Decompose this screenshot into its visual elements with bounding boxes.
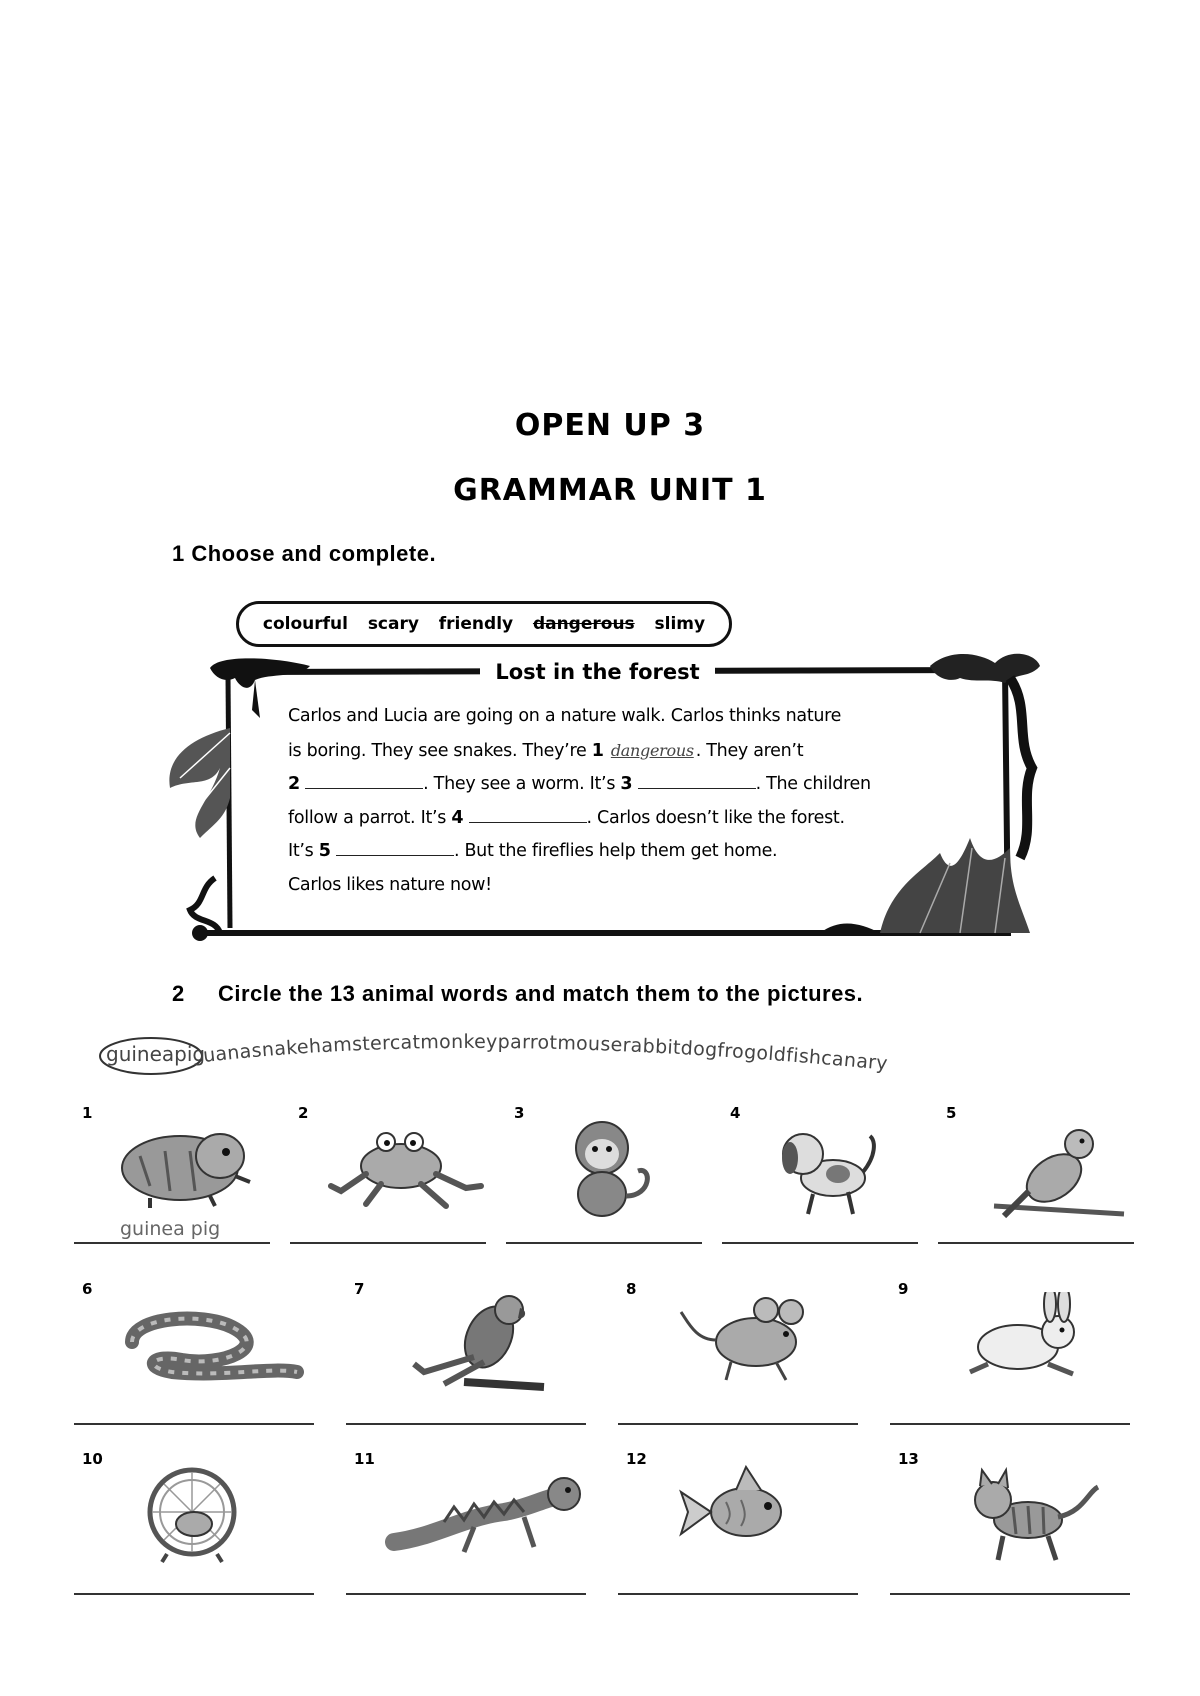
story-line-6: Carlos likes nature now! (288, 874, 492, 895)
rabbit-icon (948, 1292, 1108, 1397)
picture-item (82, 1104, 278, 1254)
circled-word: guineapig (106, 1042, 206, 1066)
item-number: 1 (82, 1104, 93, 1122)
answer-line[interactable] (506, 1242, 702, 1244)
picture-item (82, 1280, 322, 1430)
answer-line[interactable] (346, 1423, 586, 1425)
story-text: . But the fireflies help them get home. (453, 841, 778, 861)
word-friendly: friendly (438, 614, 514, 634)
gap-number: 3 (620, 774, 633, 794)
page-title: OPEN UP 3 (514, 408, 706, 443)
item-answer: guinea pig (120, 1218, 221, 1240)
item-number: 7 (354, 1280, 365, 1298)
guinea-pig-icon (110, 1116, 270, 1221)
story-text: is boring. They see snakes. They’re (288, 740, 587, 761)
word-bank (236, 601, 732, 647)
letter-chain (202, 1031, 889, 1075)
answer-line[interactable] (618, 1423, 858, 1425)
item-number: 12 (626, 1450, 647, 1468)
canary-icon (974, 1116, 1134, 1221)
gap-blank[interactable] (305, 775, 423, 789)
picture-item (626, 1280, 866, 1430)
story-text: . Carlos doesn’t like the forest. (586, 807, 845, 828)
item-number: 5 (946, 1104, 957, 1122)
gap-number: 4 (451, 807, 464, 828)
gap-blank[interactable] (469, 809, 587, 823)
story-text (288, 700, 908, 902)
hamster-icon (132, 1462, 292, 1567)
cat-icon (948, 1462, 1108, 1567)
word-dangerous-crossed: dangerous (532, 614, 635, 634)
answer-line[interactable] (938, 1242, 1134, 1244)
answer-line[interactable] (74, 1423, 314, 1425)
story-text: follow a parrot. It’s (288, 807, 447, 828)
gap-blank[interactable] (638, 775, 756, 789)
answer-line[interactable] (890, 1593, 1130, 1595)
picture-item (898, 1280, 1138, 1430)
item-number: 11 (354, 1450, 375, 1468)
answer-line[interactable] (74, 1242, 270, 1244)
picture-item (730, 1104, 926, 1254)
exercise-2-text: Circle the 13 animal words and match them to the pictures. (218, 981, 864, 1006)
item-number: 2 (298, 1104, 309, 1122)
story-title: Lost in the forest (480, 660, 715, 684)
item-number: 4 (730, 1104, 741, 1122)
item-number: 9 (898, 1280, 909, 1298)
gap-number: 5 (318, 841, 331, 861)
picture-item (514, 1104, 710, 1254)
word-slimy: slimy (654, 614, 706, 634)
answer-line[interactable] (618, 1593, 858, 1595)
answer-line[interactable] (290, 1242, 486, 1244)
word-chain-svg (100, 1030, 920, 1080)
monkey-icon (542, 1116, 702, 1221)
exercise-1-instruction: 1 Choose and complete. (172, 541, 437, 566)
snake-icon (112, 1292, 312, 1397)
iguana-icon (384, 1462, 584, 1567)
answer-line[interactable] (346, 1593, 586, 1595)
mouse-icon (676, 1292, 836, 1397)
item-number: 8 (626, 1280, 637, 1298)
story-text: . The children (755, 774, 871, 794)
picture-item (626, 1450, 866, 1600)
goldfish-icon (676, 1462, 836, 1567)
picture-item (354, 1280, 594, 1430)
gap-blank[interactable] (336, 842, 454, 856)
parrot-icon (404, 1292, 564, 1397)
frog-icon (326, 1116, 486, 1221)
gap-number: 2 (288, 774, 300, 794)
dog-icon (758, 1116, 918, 1221)
gap-number: 1 (591, 740, 604, 761)
story-line-1: Carlos and Lucia are going on a nature walk. Carlos thinks nature (288, 706, 842, 726)
story-text: It’s (288, 841, 314, 861)
story-text: . They see a worm. It’s (423, 774, 616, 794)
item-number: 3 (514, 1104, 525, 1122)
exercise-number: 2 (172, 981, 185, 1006)
item-number: 13 (898, 1450, 919, 1468)
picture-item (298, 1104, 494, 1254)
answer-line[interactable] (722, 1242, 918, 1244)
story-line-4 (288, 802, 908, 836)
word-chain (100, 1030, 920, 1080)
picture-item (898, 1450, 1138, 1600)
picture-item (946, 1104, 1142, 1254)
item-number: 10 (82, 1450, 103, 1468)
word-colourful: colourful (262, 614, 348, 634)
letter-chain-text: uanasnakehamstercatmonkeyparrotmouserabbitdogfrogoldfishcanary (202, 1030, 889, 1075)
gap-answer: dangerous (610, 740, 694, 760)
story-line-5 (288, 835, 908, 869)
story-frame (160, 648, 1060, 948)
answer-line[interactable] (74, 1593, 314, 1595)
story-text: . They aren’t (695, 740, 804, 761)
exercise-2-instruction (172, 981, 863, 1007)
story-line-3 (288, 768, 908, 802)
story-line-2 (288, 734, 908, 769)
picture-item (354, 1450, 594, 1600)
picture-item (82, 1450, 322, 1600)
word-scary: scary (367, 614, 419, 634)
page-subtitle: GRAMMAR UNIT 1 (453, 473, 767, 508)
answer-line[interactable] (890, 1423, 1130, 1425)
item-number: 6 (82, 1280, 93, 1298)
